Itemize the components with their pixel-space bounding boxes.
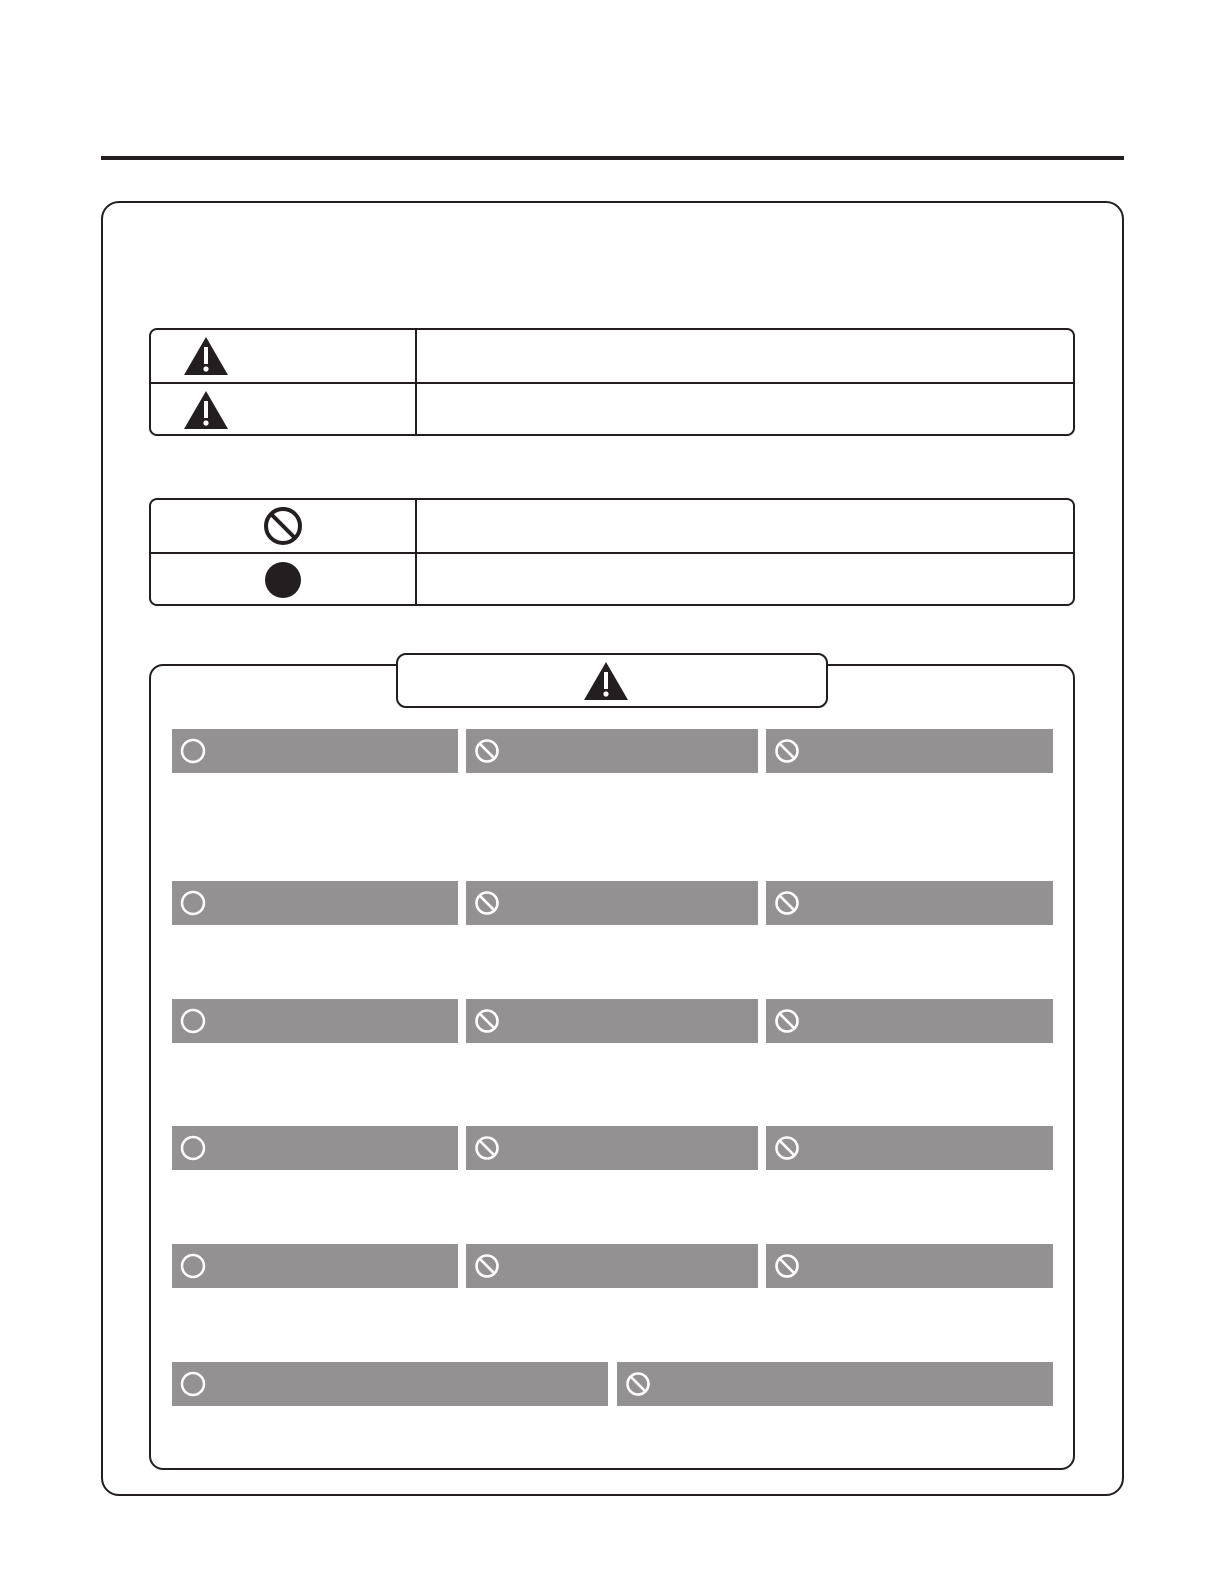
page-title [101,110,1124,150]
mandatory-dot-icon [151,554,415,606]
signal-word-table [149,328,1075,436]
instruction-bar [172,881,458,925]
prohibition-icon [774,890,800,916]
prohibition-icon [151,500,415,552]
prohibition-icon [774,1253,800,1279]
instruction-bar [172,729,458,773]
signal-word-row [151,330,1073,382]
instruction-bar [766,1244,1053,1288]
warning-section [149,664,1075,1470]
mandatory-circle-icon [180,738,206,764]
warning-triangle-icon [151,330,447,382]
prohibition-icon [474,1253,500,1279]
symbol-description [431,554,1061,606]
instruction-bar [172,1244,458,1288]
prohibition-icon [474,1135,500,1161]
mandatory-circle-icon [180,1371,206,1397]
instruction-bar [172,1126,458,1170]
instruction-bar [617,1362,1053,1406]
warning-section-header [396,653,828,708]
warning-triangle-icon [583,661,629,701]
symbol-description [431,500,1061,552]
signal-word-row [151,382,1073,436]
prohibition-icon [474,738,500,764]
prohibition-icon [774,1135,800,1161]
instruction-bar [466,999,758,1043]
symbol-row [151,552,1073,606]
header-rule [101,156,1124,160]
instruction-bar [466,881,758,925]
signal-word-description [431,384,1061,436]
instruction-bar [766,881,1053,925]
instruction-bar [766,1126,1053,1170]
prohibition-icon [474,890,500,916]
mandatory-circle-icon [180,1008,206,1034]
prohibition-icon [625,1371,651,1397]
instruction-bar [466,729,758,773]
mandatory-circle-icon [180,1253,206,1279]
instruction-bar [466,1244,758,1288]
instruction-bar [172,1362,608,1406]
symbol-row [151,500,1073,552]
instruction-bar [172,999,458,1043]
mandatory-circle-icon [180,1135,206,1161]
instruction-bar [466,1126,758,1170]
signal-word-description [431,330,1061,382]
warning-triangle-icon [151,384,447,436]
prohibition-icon [774,1008,800,1034]
symbol-table [149,498,1075,606]
prohibition-icon [774,738,800,764]
instruction-bar [766,729,1053,773]
prohibition-icon [474,1008,500,1034]
mandatory-circle-icon [180,890,206,916]
instruction-bar [766,999,1053,1043]
